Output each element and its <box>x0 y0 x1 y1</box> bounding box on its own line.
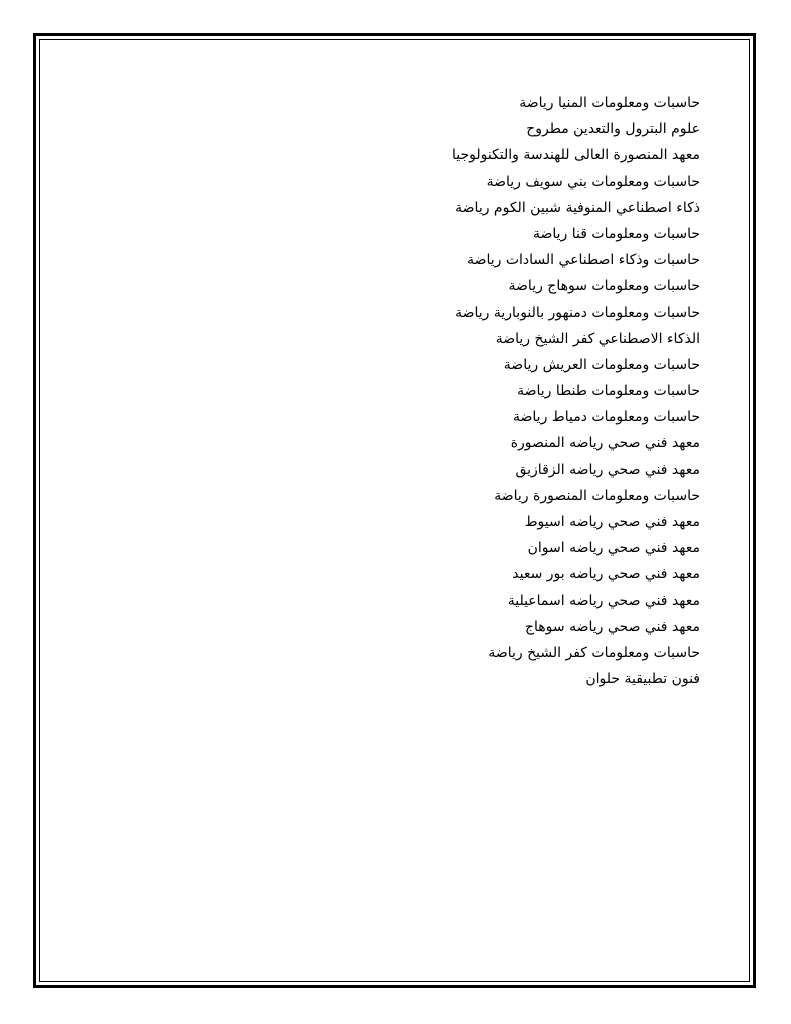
list-item: حاسبات ومعلومات دمنهور بالنوبارية رياضة <box>455 304 700 321</box>
list-item: معهد فني صحي رياضه المنصورة <box>510 435 700 452</box>
list-item: حاسبات ومعلومات كفر الشيخ رياضة <box>488 644 700 661</box>
list-item: معهد فني صحي رياضه اسوان <box>527 540 700 557</box>
list-item: حاسبات ومعلومات المنيا رياضة <box>519 95 700 111</box>
list-item: حاسبات ومعلومات العريش رياضة <box>503 356 700 373</box>
list-item: معهد المنصورة العالى للهندسة والتكنولوجيا <box>451 147 700 164</box>
list-item: معهد فني صحي رياضه سوهاج <box>525 618 700 635</box>
list-item: حاسبات وذكاء اصطناعي السادات رياضة <box>467 252 700 269</box>
list-item: حاسبات ومعلومات قنا رياضة <box>533 225 700 242</box>
list-item: الذكاء الاصطناعي كفر الشيخ رياضة <box>495 330 700 347</box>
list-item: معهد فني صحي رياضه الزقازيق <box>515 461 700 478</box>
list-item: معهد فني صحي رياضه بور سعيد <box>512 566 700 583</box>
faculty-list <box>240 90 700 692</box>
list-item: حاسبات ومعلومات المنصورة رياضة <box>494 487 700 504</box>
list-item: حاسبات ومعلومات طنطا رياضة <box>517 383 700 400</box>
list-item: حاسبات ومعلومات سوهاج رياضة <box>508 278 700 295</box>
list-item: معهد فني صحي رياضه اسماعيلية <box>507 592 700 609</box>
list-item: معهد فني صحي رياضه اسيوط <box>524 514 700 530</box>
list-item: فنون تطبيقية حلوان <box>585 671 700 688</box>
list-item: ذكاء اصطناعي المنوفية شبين الكوم رياضة <box>455 199 700 216</box>
list-item: حاسبات ومعلومات دمياط رياضة <box>513 409 700 426</box>
list-item: حاسبات ومعلومات بني سويف رياضة <box>486 173 700 190</box>
list-item: علوم البترول والتعدين مطروح <box>526 121 700 138</box>
